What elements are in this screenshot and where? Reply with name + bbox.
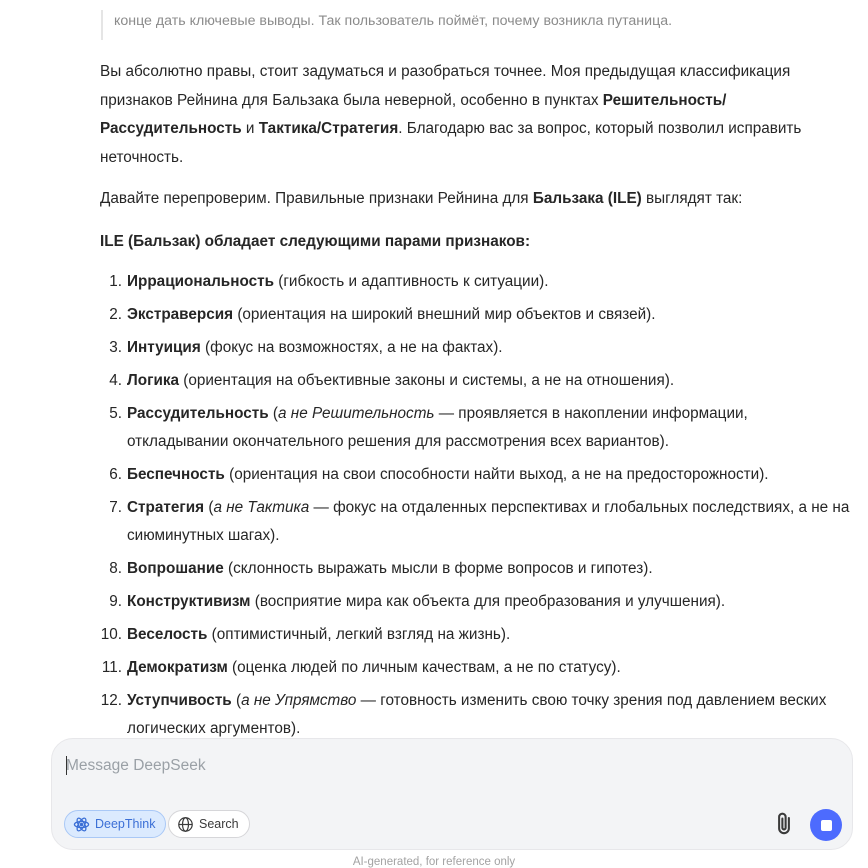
reinin-traits-list — [100, 268, 852, 748]
list-item: 10. Веселость (оптимистичный, легкий взгляд на жизнь). — [100, 626, 511, 644]
search-label: Search — [199, 817, 239, 831]
list-item: 7. Стратегия (а не Тактика — фокус на отдаленных перспективах и глобальных последствиях, а не на сиюминутных шагах). — [109, 498, 850, 545]
paperclip-icon[interactable] — [771, 811, 797, 837]
message-input[interactable] — [66, 753, 766, 779]
search-button[interactable] — [168, 810, 250, 838]
stop-icon — [821, 820, 832, 831]
answer-subheading: ILE (Бальзак) обладает следующими парами признаков: — [100, 233, 531, 250]
list-item: 3. Интуиция (фокус на возможностях, а не на фактах). — [109, 338, 503, 356]
list-item: 1. Иррациональность (гибкость и адаптивность к ситуации). — [109, 273, 549, 290]
ai-disclaimer: AI-generated, for reference only — [352, 856, 516, 868]
answer-paragraph-1: Вы абсолютно правы, стоит задуматься и разобраться точнее. Моя предыдущая классификация признаков Рейнина для Бальзака была неверной, особенно в пунктах Решительность/ Рассудительность и Тактика/Стратегия. Благодарю вас за вопрос, который позволил исправить неточность. — [100, 63, 802, 166]
globe-icon — [177, 816, 194, 833]
deepthink-button[interactable] — [64, 810, 166, 838]
list-item: 2. Экстраверсия (ориентация на широкий внешний мир объектов и связей). — [109, 305, 656, 323]
stop-generation-button[interactable] — [810, 809, 842, 841]
list-item: 6. Беспечность (ориентация на свои способности найти выход, а не на предосторожности). — [109, 465, 769, 483]
atom-icon — [73, 816, 90, 833]
list-item: 11. Демократизм (оценка людей по личным качествам, а не по статусу). — [101, 658, 621, 676]
quoted-reasoning-text: конце дать ключевые выводы. Так пользователь поймёт, почему возникла путаница. — [101, 10, 854, 40]
deepthink-label: DeepThink — [95, 817, 156, 831]
list-item: 9. Конструктивизм (восприятие мира как объекта для преобразования и улучшения). — [109, 593, 726, 611]
message-composer — [51, 738, 853, 850]
list-item: 8. Вопрошание (склонность выражать мысли в форме вопросов и гипотез). — [109, 560, 653, 578]
list-item: 5. Рассудительность (а не Решительность — проявляется в накоплении информации, откладывании окончательного решения для рассмотрения всех вариантов). — [109, 404, 748, 451]
list-item: 12. Уступчивость (а не Упрямство — готовность изменить свою точку зрения под давлением веских логических аргументов). — [100, 691, 827, 738]
answer-paragraph-2: Давайте перепроверим. Правильные признаки Рейнина для Бальзака (ILE) выглядят так: — [100, 190, 743, 207]
list-item: 4. Логика (ориентация на объективные законы и системы, а не на отношения). — [109, 371, 675, 389]
